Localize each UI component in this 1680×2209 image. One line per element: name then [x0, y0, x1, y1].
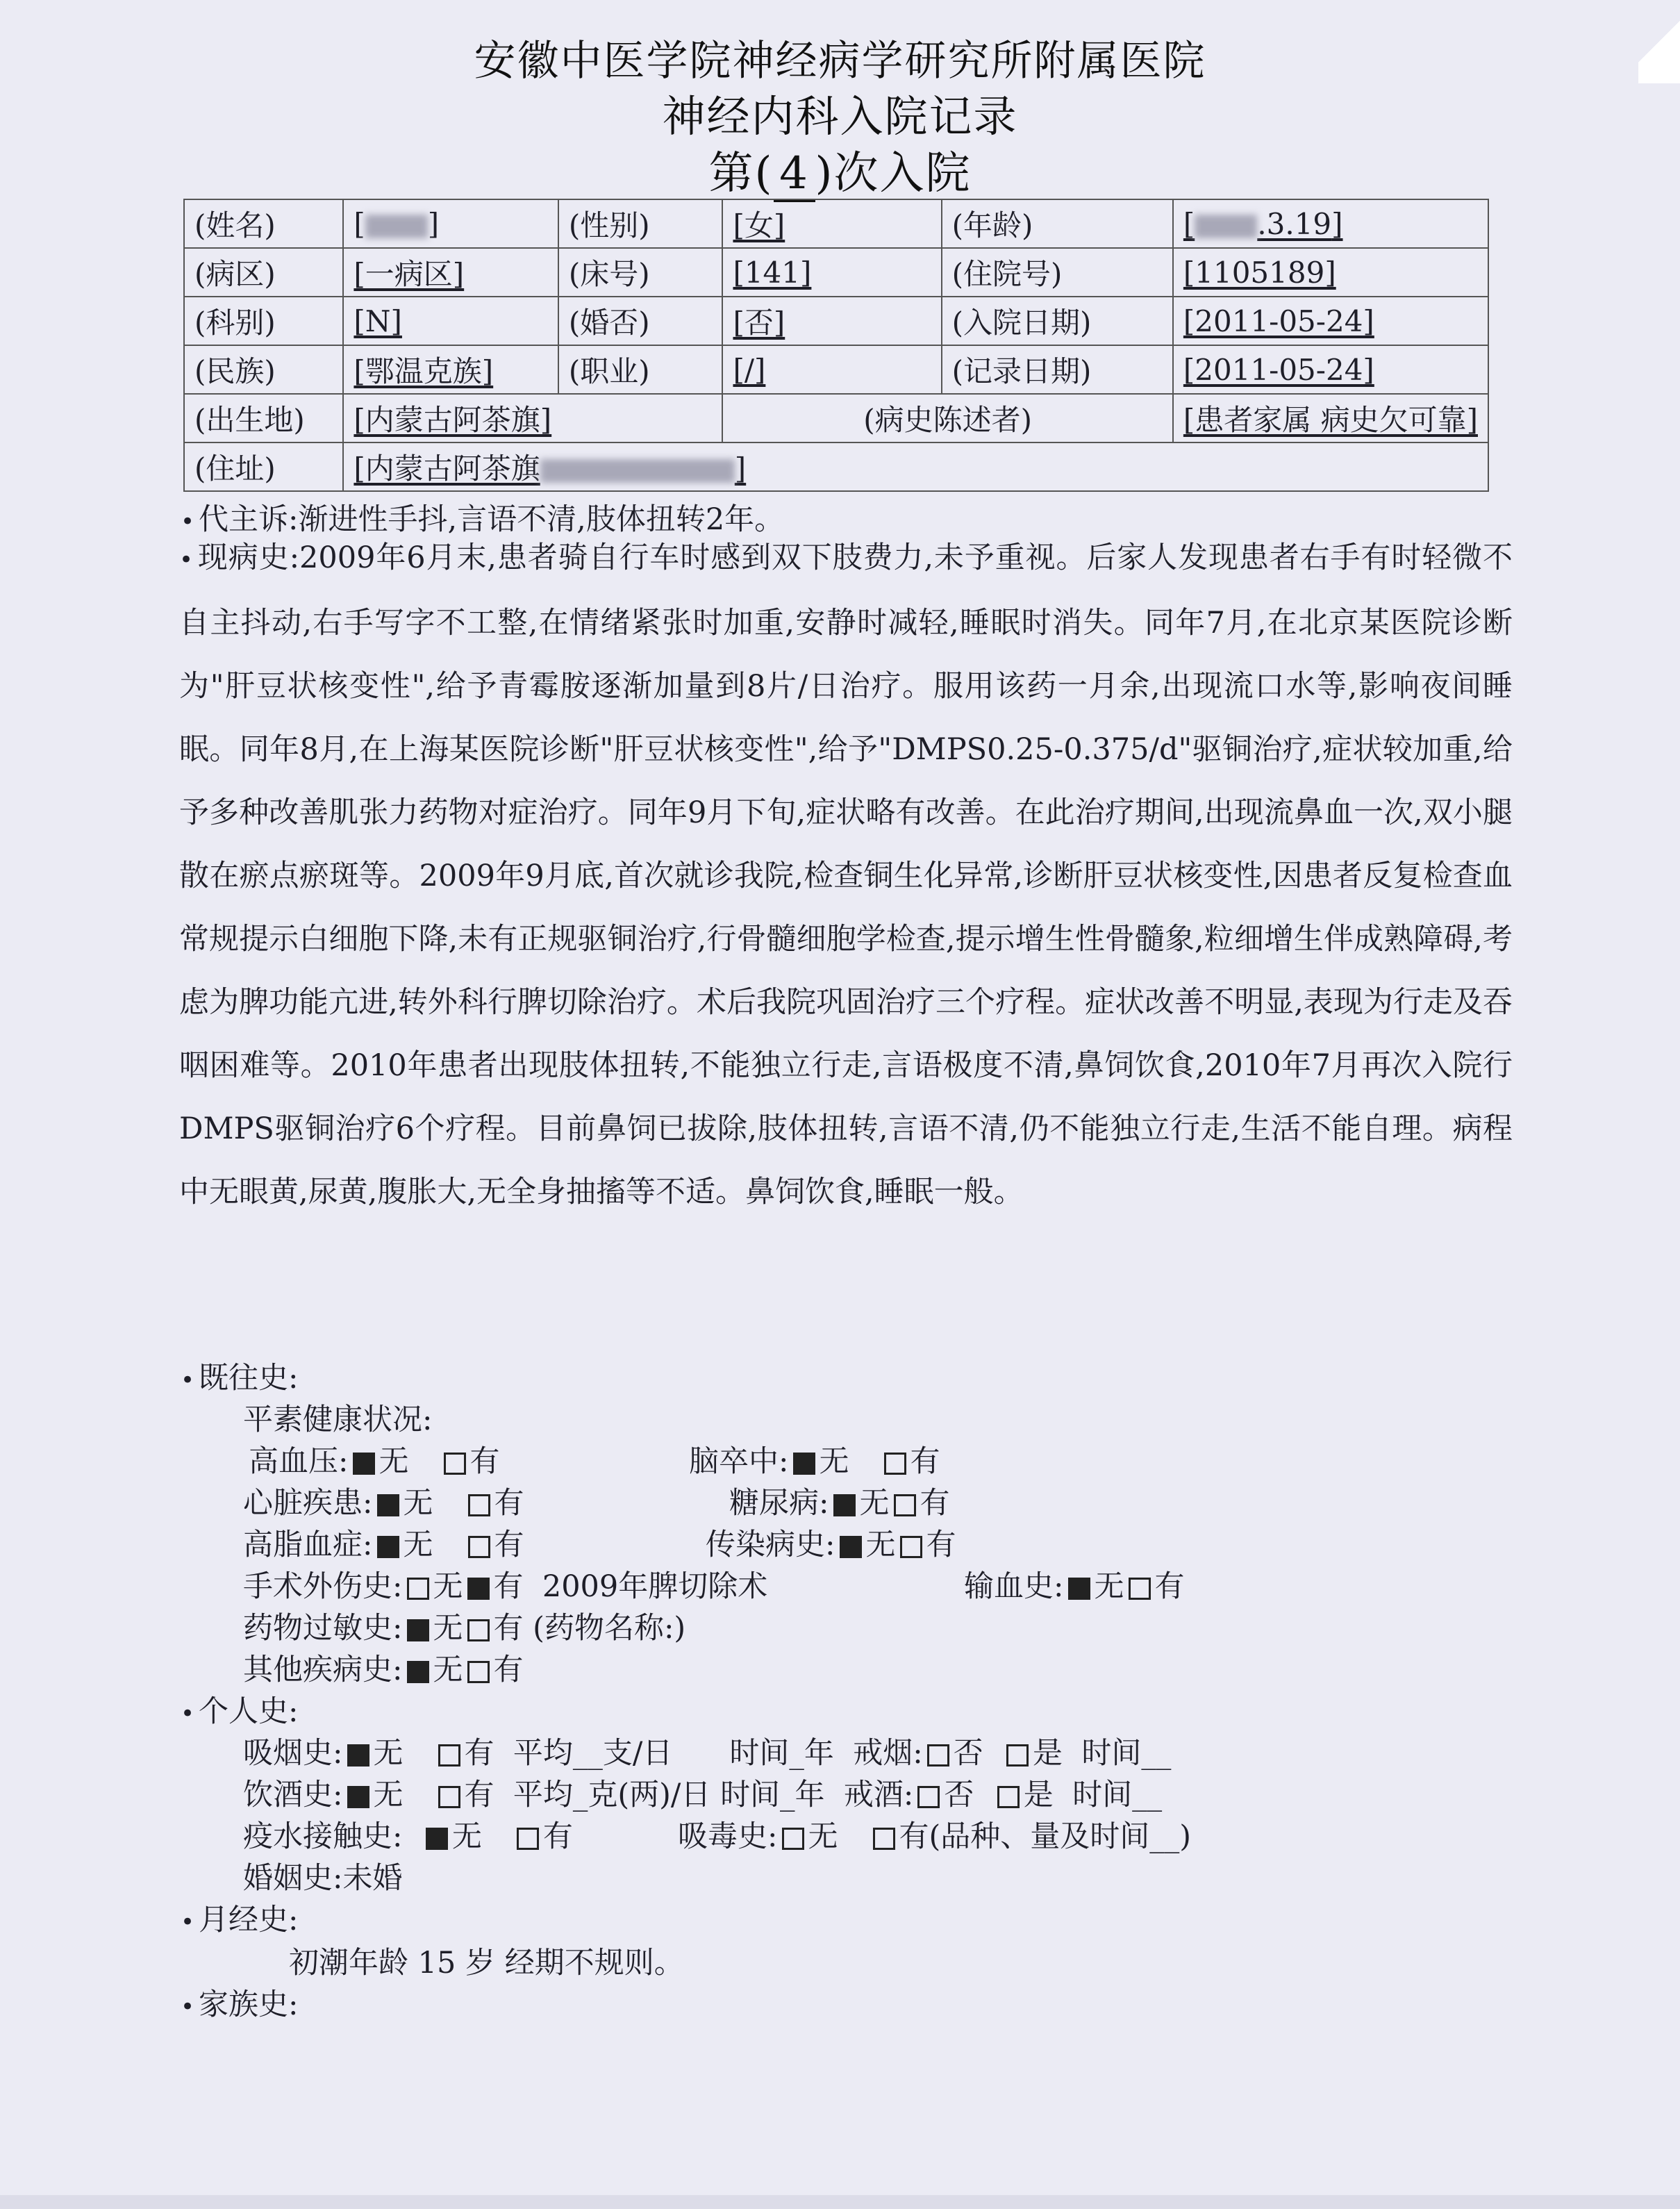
menstrual-history-heading: • 月经史: [181, 1903, 299, 1937]
yes-checkbox[interactable] [468, 1536, 490, 1558]
drug-abuse-row: 吸毒史: 无 有(品种、量及时间__) [678, 1819, 1192, 1854]
label-department: (科别) [184, 297, 343, 345]
yes-checkbox[interactable] [467, 1578, 490, 1600]
label-address: (住址) [184, 442, 343, 491]
no-checkbox[interactable] [426, 1828, 448, 1850]
label-ethnicity: (民族) [184, 345, 343, 394]
no-checkbox[interactable] [833, 1494, 856, 1516]
label-name: (姓名) [184, 199, 343, 248]
general-health-label: 平素健康状况: [243, 1403, 433, 1437]
yes-checkbox[interactable] [884, 1453, 906, 1475]
no-checkbox[interactable] [917, 1786, 940, 1808]
hyperlipidemia-row: 高脂血症: 无 有 [243, 1528, 524, 1562]
no-checkbox[interactable] [377, 1536, 399, 1558]
value-admission-date: [2011-05-24] [1173, 297, 1488, 345]
redacted-mark [540, 459, 735, 483]
hospital-name: 安徽中医学院神经病学研究所附属医院 [474, 37, 1206, 85]
value-bed: [141] [722, 248, 941, 297]
past-history-heading: • 既往史: [181, 1361, 299, 1396]
chief-complaint: • 代主诉:渐进性手抖,言语不清,肢体扭转2年。 [181, 502, 785, 537]
heart-disease-row: 心脏疾患: 无 有 [243, 1486, 524, 1521]
family-history-heading: • 家族史: [181, 1987, 299, 2022]
no-checkbox[interactable] [793, 1453, 815, 1475]
hypertension-row: 高血压: 无 有 [249, 1444, 500, 1479]
transfusion-row: 输血史: 无 有 [964, 1569, 1185, 1604]
yes-checkbox[interactable] [438, 1744, 460, 1767]
label-marital: (婚否) [558, 297, 723, 345]
value-age: [ .3.19] [1173, 199, 1488, 248]
table-row [184, 199, 1488, 248]
value-gender: [女] [722, 199, 941, 248]
infectious-disease-row: 传染病史: 无 有 [706, 1528, 956, 1562]
redacted-mark [1195, 215, 1257, 238]
no-checkbox[interactable] [353, 1453, 375, 1475]
menstrual-detail: 初潮年龄 15 岁 经期不规则。 [289, 1946, 684, 1980]
value-name: [ ] [343, 199, 558, 248]
smoking-row: 吸烟史: 无 有 平均__支/日 时间_年 戒烟: 否 是 时间__ [243, 1736, 1172, 1771]
table-row [184, 394, 1488, 442]
no-checkbox[interactable] [407, 1619, 429, 1641]
label-bed: (床号) [558, 248, 723, 297]
table-row [184, 345, 1488, 394]
no-checkbox[interactable] [377, 1494, 399, 1516]
drug-allergy-row: 药物过敏史: 无 有 (药物名称:) [243, 1611, 686, 1646]
surgery-trauma-row: 手术外伤史: 无 有 2009年脾切除术 [243, 1569, 768, 1604]
label-age: (年龄) [942, 199, 1173, 248]
value-marital: [否] [722, 297, 941, 345]
yes-checkbox[interactable] [467, 1661, 490, 1683]
yes-checkbox[interactable] [444, 1453, 466, 1475]
value-birthplace: [内蒙古阿茶旗] [343, 394, 722, 442]
value-ward: [一病区] [343, 248, 558, 297]
no-checkbox[interactable] [407, 1661, 429, 1683]
value-occupation: [/] [722, 345, 941, 394]
diabetes-row: 糖尿病: 无 有 [729, 1486, 950, 1521]
table-row [184, 248, 1488, 297]
yes-checkbox[interactable] [1006, 1744, 1029, 1767]
admission-count: 第( 4 )次入院 [0, 138, 1680, 202]
yes-checkbox[interactable] [438, 1786, 460, 1808]
no-checkbox[interactable] [347, 1744, 369, 1767]
value-narrator: [患者家属 病史欠可靠] [1173, 394, 1488, 442]
yes-checkbox[interactable] [1129, 1578, 1151, 1600]
no-checkbox[interactable] [1068, 1578, 1090, 1600]
table-row [184, 297, 1488, 345]
label-birthplace: (出生地) [184, 394, 343, 442]
no-checkbox[interactable] [840, 1536, 862, 1558]
no-checkbox[interactable] [347, 1786, 369, 1808]
record-title: 神经内科入院记录 [662, 91, 1018, 142]
label-gender: (性别) [558, 199, 723, 248]
value-ethnicity: [鄂温克族] [343, 345, 558, 394]
value-hospital-no: [1105189] [1173, 248, 1488, 297]
label-narrator: (病史陈述者) [722, 394, 1172, 442]
value-record-date: [2011-05-24] [1173, 345, 1488, 394]
label-ward: (病区) [184, 248, 343, 297]
redacted-mark [365, 215, 428, 238]
value-department: [N] [343, 297, 558, 345]
yes-checkbox[interactable] [894, 1494, 916, 1516]
no-checkbox[interactable] [927, 1744, 949, 1767]
patient-info-table [183, 199, 1489, 492]
no-checkbox[interactable] [407, 1578, 429, 1600]
page-edge [0, 2195, 1680, 2209]
epidemic-water-row: 疫水接触史: 无 有 [243, 1819, 573, 1854]
table-row [184, 442, 1488, 491]
drinking-row: 饮酒史: 无 有 平均_克(两)/日 时间_年 戒酒: 否 是 时间__ [243, 1778, 1163, 1812]
other-disease-row: 其他疾病史: 无 有 [243, 1653, 524, 1687]
no-checkbox[interactable] [782, 1828, 804, 1850]
present-illness: • 现病史:2009年6月末,患者骑自行车时感到双下肢费力,未予重视。后家人发现患者右手有时轻微不自主抖动,右手写字不工整,在情绪紧张时加重,安静时减轻,睡眠时消失。同年7月,在北京某医院诊断为"肝豆状核变性",给予青霉胺逐渐加量到8片/日治疗。服用该药一月余,出现流口水等,影响夜间睡眠。同年8月,在上海某医院诊断"肝豆状核变性",给予"DMPS0.25-0.375/d"驱铜治疗,症状较加重,给予多种改善肌张力药物对症治疗。同年9月下旬,症状略有改善。在此治疗期间,出现流鼻血一次,双小腿散在瘀点瘀斑等。2009年9月底,首次就诊我院,检查铜生化异常,诊断肝豆状核变性,因患者反复检查血常规提示白细胞下降,未有正规驱铜治疗,行骨髓细胞学检查,提示增生性骨髓象,粒细增生伴成熟障碍,考虑为脾功能亢进,转外科行脾切除治疗。术后我院巩固治疗三个疗程。症状改善不明显,表现为行走及吞咽困难等。2010年患者出现肢体扭转,不能独立行走,言语极度不清,鼻饲饮食,2010年7月再次入院行DMPS驱铜治疗6个疗程。目前鼻饲已拔除,肢体扭转,言语不清,仍不能独立行走,生活不能自理。病程中无眼黄,尿黄,腹胀大,无全身抽搐等不适。鼻饲饮食,睡眠一般。 [179, 540, 1513, 1209]
yes-checkbox[interactable] [517, 1828, 539, 1850]
yes-checkbox[interactable] [900, 1536, 922, 1558]
marital-history-row: 婚姻史:未婚 [243, 1861, 403, 1896]
label-occupation: (职业) [558, 345, 723, 394]
yes-checkbox[interactable] [873, 1828, 895, 1850]
yes-checkbox[interactable] [997, 1786, 1020, 1808]
yes-checkbox[interactable] [467, 1619, 490, 1641]
stroke-row: 脑卒中: 无 有 [689, 1444, 940, 1479]
personal-history-heading: • 个人史: [181, 1694, 299, 1729]
label-admission-date: (入院日期) [942, 297, 1173, 345]
value-address: [内蒙古阿茶旗 ] [343, 442, 1488, 491]
yes-checkbox[interactable] [468, 1494, 490, 1516]
label-record-date: (记录日期) [942, 345, 1173, 394]
label-hospital-no: (住院号) [942, 248, 1173, 297]
admission-number: 4 [774, 148, 815, 202]
